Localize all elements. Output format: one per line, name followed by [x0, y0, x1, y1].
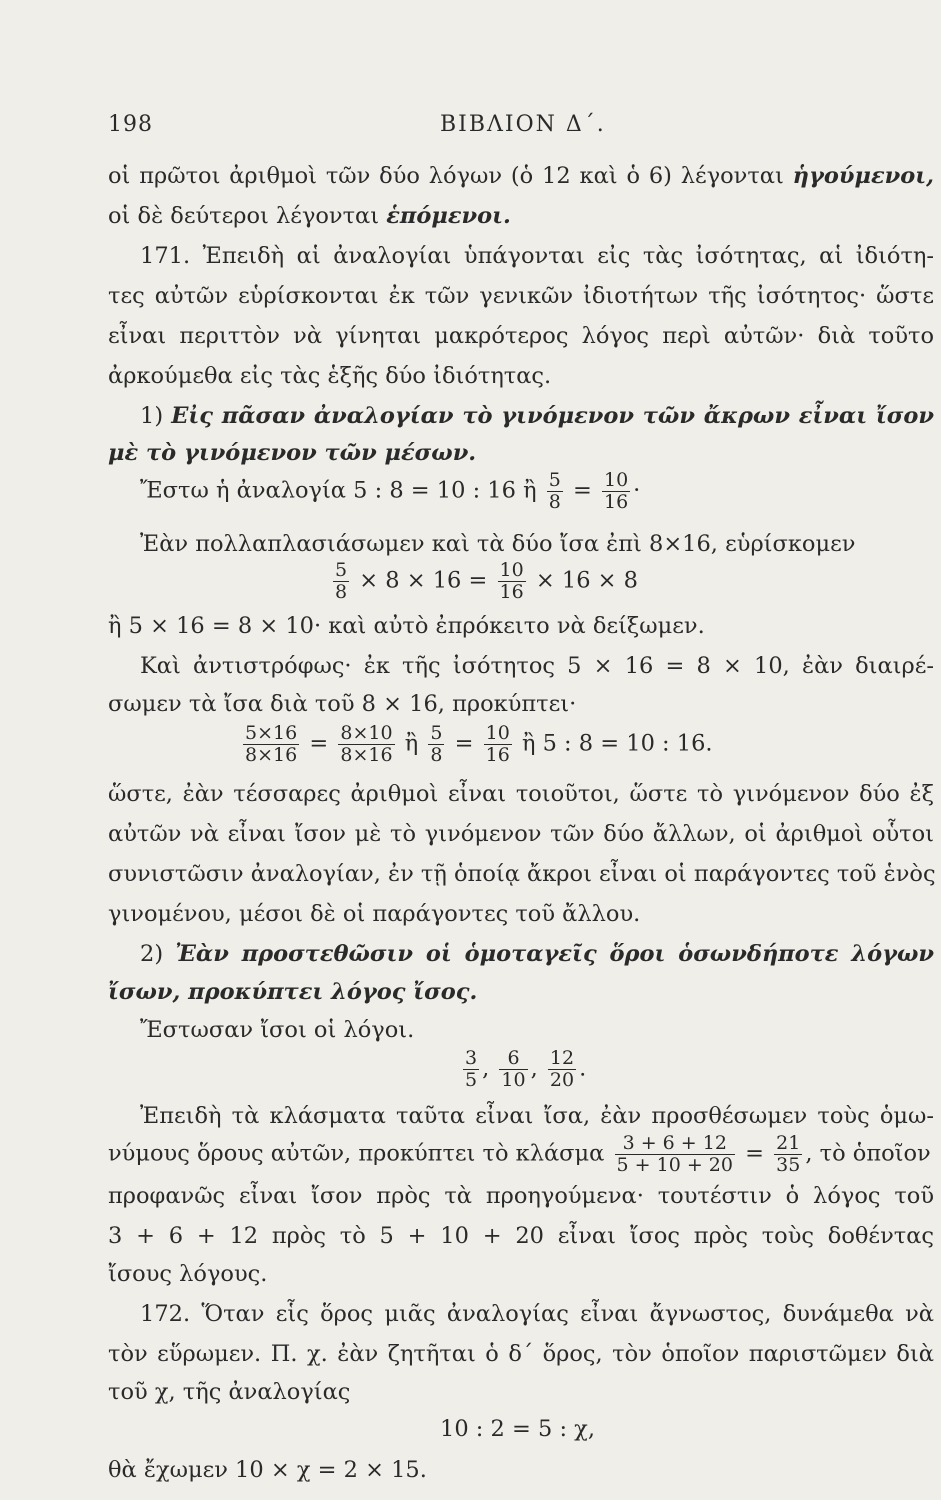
fraction: [499, 1048, 527, 1091]
fraction: [548, 1048, 576, 1091]
text-span: οἱ πρῶτοι ἀριθμοὶ τῶν δύο λόγων (ὁ 12 καὶ ὁ 6) λέγονται: [108, 163, 793, 189]
fraction: [333, 560, 349, 603]
denominator: 35: [776, 1154, 801, 1176]
denominator: 8×16: [245, 744, 298, 766]
denominator: 8: [430, 744, 443, 766]
text-line: ἢ 5 × 16 = 8 × 10· καὶ αὐτὸ ἐπρόκειτο νὰ δείξωμεν.: [108, 613, 705, 639]
text-line: προφανῶς εἶναι ἴσον πρὸς τὰ προηγούμενα· τουτέστιν ὁ λόγος τοῦ: [108, 1183, 934, 1209]
text-line: εἶναι περιττὸν νὰ γίνηται μακρότερος λόγος περὶ αὐτῶν· διὰ τοῦτο: [108, 323, 934, 349]
equation-6: 10 : 2 = 5 : χ,: [440, 1416, 595, 1442]
fraction: [463, 1048, 479, 1091]
punctuation: ·: [633, 477, 641, 504]
fraction: [615, 1133, 735, 1176]
equals-sign: =: [745, 1140, 764, 1167]
numerator: 10: [603, 469, 629, 491]
term-emphasis: ἡγούμενοι,: [792, 163, 934, 189]
fraction: [547, 470, 563, 513]
equation-5: [108, 1133, 931, 1176]
equals-sign: =: [572, 477, 592, 504]
equation-1: [140, 470, 640, 513]
fraction: [498, 560, 526, 603]
denominator: 20: [549, 1069, 575, 1091]
text-span: νύμους ὅρους αὐτῶν, προκύπτει τὸ κλάσμα: [108, 1140, 605, 1167]
fraction: [428, 723, 444, 766]
punctuation: ,: [530, 1055, 538, 1082]
numerator: 5: [335, 559, 348, 581]
text-line: [108, 160, 934, 192]
property-statement: Ἐὰν προστεθῶσιν οἱ ὁμοταγεῖς ὅροι ὁσωνδήποτε λόγων: [175, 941, 934, 967]
equals-sign: =: [454, 730, 474, 757]
numerator: 8×10: [340, 722, 393, 744]
text-line: τὸν εὕρωμεν. Π. χ. ἐὰν ζητῆται ὁ δ΄ ὅρος, τὸν ὁποῖον παριστῶμεν διὰ: [108, 1341, 934, 1367]
section-171-line: 171. Ἐπειδὴ αἱ ἀναλογίαι ὑπάγονται εἰς τὰς ἰσότητας, αἱ ἰδιότη-: [140, 243, 934, 269]
running-header: ΒΙΒΛΙΟΝ Δ΄.: [440, 112, 606, 137]
text-line: τοῦ χ, τῆς ἀναλογίας: [108, 1379, 351, 1405]
fraction: [774, 1133, 802, 1176]
numerator: 5: [548, 469, 561, 491]
text-line: Καὶ ἀντιστρόφως· ἐκ τῆς ἰσότητος 5 × 16 = 8 × 10, ἐὰν διαιρέ-: [140, 653, 934, 679]
text-line: γινομένου, μέσοι δὲ οἱ παράγοντες τοῦ ἄλλου.: [108, 901, 641, 927]
text-span: , τὸ ὁποῖον: [805, 1140, 931, 1167]
text-span: οἱ δὲ δεύτεροι λέγονται: [108, 203, 387, 229]
text-span: ἢ 5 : 8 = 10 : 16.: [521, 730, 713, 757]
denominator: 8: [548, 491, 561, 513]
denominator: 8: [335, 581, 348, 603]
denominator: 5 + 10 + 20: [616, 1154, 733, 1176]
numerator: 5: [430, 722, 443, 744]
text-line: σωμεν τὰ ἴσα διὰ τοῦ 8 × 16, προκύπτει·: [108, 691, 577, 717]
property-1-line: μὲ τὸ γινόμενον τῶν μέσων.: [108, 440, 477, 466]
fraction: [484, 723, 512, 766]
text-line: ἀρκούμεθα εἰς τὰς ἑξῆς δύο ἰδιότητας.: [108, 363, 552, 389]
numerator: 21: [776, 1132, 801, 1154]
denominator: 5: [465, 1069, 478, 1091]
equals-sign: =: [309, 730, 329, 757]
text-line: ἴσους λόγους.: [108, 1261, 268, 1287]
equation-3: [240, 723, 713, 766]
text-span: × 8 × 16 =: [359, 567, 488, 594]
text-line: Ἐπειδὴ τὰ κλάσματα ταῦτα εἶναι ἴσα, ἐὰν προσθέσωμεν τοὺς ὁμω-: [140, 1103, 934, 1129]
punctuation: ,: [482, 1055, 490, 1082]
text-line: ὥστε, ἐὰν τέσσαρες ἀριθμοὶ εἶναι τοιοῦτοι, ὥστε τὸ γινόμενον δύο ἐξ: [108, 781, 934, 807]
numerator: 5×16: [245, 722, 298, 744]
term-emphasis: ἑπόμενοι.: [386, 203, 511, 229]
punctuation: .: [579, 1055, 587, 1082]
text-line: 3 + 6 + 12 πρὸς τὸ 5 + 10 + 20 εἶναι ἴσος πρὸς τοὺς δοθέντας: [108, 1223, 934, 1249]
property-number: 1): [140, 403, 172, 429]
denominator: 10: [501, 1069, 526, 1091]
text-line: Ἐὰν πολλαπλασιάσωμεν καὶ τὰ δύο ἴσα ἐπὶ 8×16, εὑρίσκομεν: [140, 531, 856, 557]
text-line: [108, 200, 934, 232]
text-line: Ἔστωσαν ἴσοι οἱ λόγοι.: [140, 1017, 415, 1043]
text-line: τες αὐτῶν εὑρίσκονται ἐκ τῶν γενικῶν ἰδιοτήτων τῆς ἰσότητος· ὥστε: [108, 283, 934, 309]
fraction: [338, 723, 394, 766]
section-172-line: 172. Ὅταν εἷς ὅρος μιᾶς ἀναλογίας εἶναι ἄγνωστος, δυνάμεθα νὰ: [140, 1301, 934, 1327]
denominator: 8×16: [340, 744, 393, 766]
equation-4: [460, 1048, 586, 1091]
property-statement: Εἰς πᾶσαν ἀναλογίαν τὸ γινόμενον τῶν ἄκρων εἶναι ἴσον: [171, 403, 935, 429]
numerator: 10: [485, 722, 510, 744]
fraction: [602, 470, 630, 513]
numerator: 6: [499, 1048, 527, 1070]
denominator: 16: [603, 491, 629, 513]
text-span: Ἔστω ἡ ἀναλογία 5 : 8 = 10 : 16 ἢ: [140, 477, 537, 504]
text-line: αὐτῶν νὰ εἶναι ἴσον μὲ τὸ γινόμενον τῶν δύο ἄλλων, οἱ ἀριθμοὶ οὗτοι: [108, 821, 934, 847]
page-number: 198: [108, 112, 153, 137]
property-2-line: [140, 938, 934, 970]
text-line: συνιστῶσιν ἀναλογίαν, ἐν τῇ ὁποίᾳ ἄκροι εἶναι οἱ παράγοντες τοῦ ἑνὸς: [108, 861, 936, 887]
numerator: 3 + 6 + 12: [615, 1133, 735, 1155]
numerator: 10: [499, 559, 524, 581]
denominator: 16: [485, 744, 510, 766]
numerator: 3: [465, 1047, 478, 1069]
text-line: θὰ ἔχωμεν 10 × χ = 2 × 15.: [108, 1457, 427, 1483]
equation-2: [330, 560, 638, 603]
text-span: ἢ: [404, 730, 419, 757]
property-number: 2): [140, 941, 176, 967]
property-1-line: [140, 400, 934, 432]
property-2-line: ἴσων, προκύπτει λόγος ἴσος.: [108, 979, 478, 1005]
denominator: 16: [499, 581, 524, 603]
numerator: 12: [549, 1047, 575, 1069]
text-span: × 16 × 8: [535, 567, 638, 594]
fraction: [243, 723, 299, 766]
